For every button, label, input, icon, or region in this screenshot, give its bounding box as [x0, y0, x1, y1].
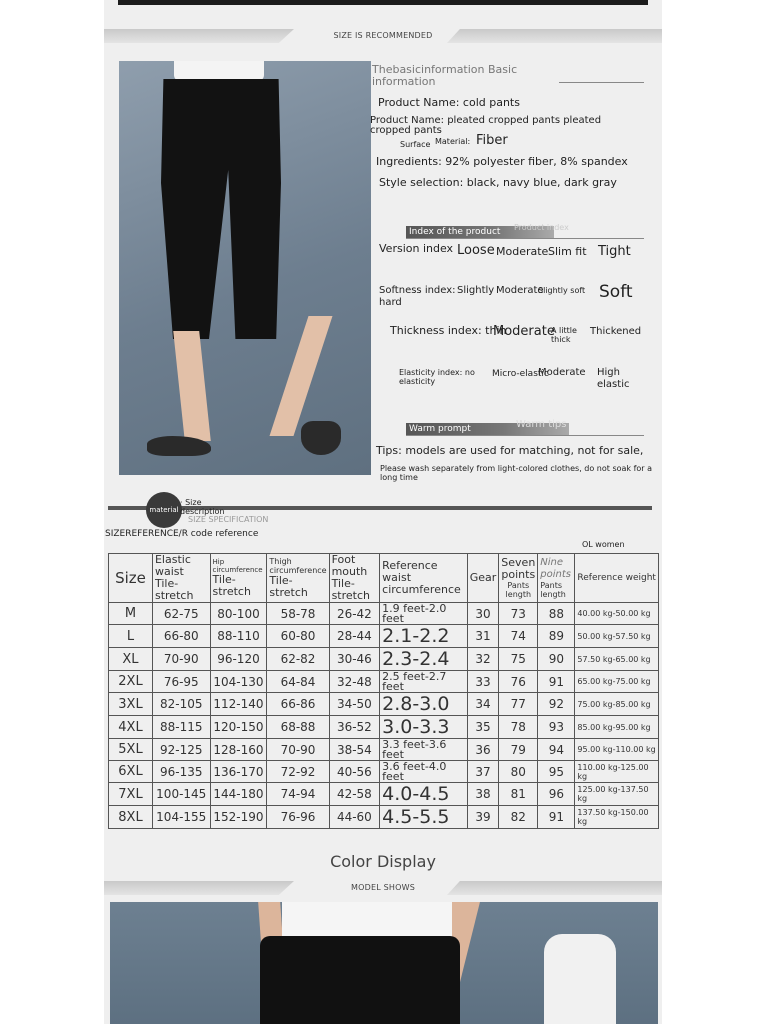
cell-gear: 34: [467, 693, 499, 716]
cell-hip: 112-140: [210, 693, 267, 716]
cell-foot: 42-58: [329, 783, 380, 806]
style-selection: Style selection: black, navy blue, dark gray: [379, 176, 617, 189]
cell-hip: 136-170: [210, 761, 267, 783]
softness-opt-hard: Slightly hard: [379, 285, 495, 308]
header-foot: Foot mouth Tile-stretch: [329, 554, 380, 603]
index-title: Index of the product: [406, 226, 554, 238]
cell-size: 5XL: [109, 739, 153, 761]
material-value: Fiber: [476, 133, 508, 148]
cell-foot: 32-48: [329, 671, 380, 693]
header-thigh-b: Tile-stretch: [269, 574, 308, 599]
cell-weight: 40.00 kg-50.00 kg: [575, 603, 659, 625]
thickness-opt-moderate: Moderate: [493, 324, 555, 339]
cell-ref: 2.8-3.0: [380, 693, 468, 716]
cell-foot: 38-54: [329, 739, 380, 761]
cell-gear: 31: [467, 625, 499, 648]
cell-thigh: 76-96: [267, 806, 329, 829]
surface-label: Surface: [400, 140, 431, 149]
banner-text: MODEL SHOWS: [351, 883, 415, 892]
model-shows-banner: [104, 881, 662, 895]
ol-women: OL women: [582, 540, 625, 549]
softness-opt-soft: Soft: [599, 282, 633, 302]
cell-foot: 26-42: [329, 603, 380, 625]
cell-thigh: 66-86: [267, 693, 329, 716]
cell-thigh: 68-88: [267, 716, 329, 739]
elasticity-opt-moderate: Moderate: [538, 367, 586, 378]
tip-wash: Please wash separately from light-colored clothes, do not soak for a long time: [380, 464, 653, 482]
header-hip-b: Tile-stretch: [212, 573, 251, 598]
model-photo: [119, 61, 371, 475]
cell-size: 6XL: [109, 761, 153, 783]
table-row: [109, 761, 659, 783]
size-recommended-banner: [104, 29, 662, 43]
cell-thigh: 62-82: [267, 648, 329, 671]
model-photo-2: [110, 902, 658, 1024]
table-row: [109, 806, 659, 829]
cell-nine: 90: [538, 648, 575, 671]
cell-gear: 38: [467, 783, 499, 806]
elasticity-opt-micro: Micro-elastic: [492, 369, 549, 379]
cell-gear: 36: [467, 739, 499, 761]
cell-size: 2XL: [109, 671, 153, 693]
cell-waist: 70-90: [152, 648, 210, 671]
cell-weight: 50.00 kg-57.50 kg: [575, 625, 659, 648]
cell-gear: 33: [467, 671, 499, 693]
version-index-label: Version index: [379, 242, 454, 255]
cell-size: L: [109, 625, 153, 648]
cell-thigh: 64-84: [267, 671, 329, 693]
cell-hip: 120-150: [210, 716, 267, 739]
header-hip-a: Hip circumference: [212, 558, 263, 574]
cell-thigh: 74-94: [267, 783, 329, 806]
cell-ref: 3.3 feet-3.6 feet: [380, 739, 468, 761]
cell-weight: 65.00 kg-75.00 kg: [575, 671, 659, 693]
cell-waist: 104-155: [152, 806, 210, 829]
header-seven-a: Seven points: [501, 556, 536, 581]
cell-nine: 91: [538, 671, 575, 693]
cell-weight: 110.00 kg-125.00 kg: [575, 761, 659, 783]
cell-foot: 40-56: [329, 761, 380, 783]
color-display-title: Color Display: [330, 852, 436, 871]
cell-seven: 77: [499, 693, 538, 716]
cell-thigh: 70-90: [267, 739, 329, 761]
cell-nine: 91: [538, 806, 575, 829]
cell-nine: 94: [538, 739, 575, 761]
tip-models: Tips: models are used for matching, not for sale,: [376, 444, 644, 457]
header-seven-b: Pants length: [505, 581, 532, 599]
cell-ref: 1.9 feet-2.0 feet: [380, 603, 468, 625]
top-divider: [118, 0, 648, 5]
cell-waist: 92-125: [152, 739, 210, 761]
cell-weight: 137.50 kg-150.00 kg: [575, 806, 659, 829]
ingredients: Ingredients: 92% polyester fiber, 8% spandex: [376, 155, 628, 168]
thickness-index-label: Thickness index: thin: [390, 324, 507, 337]
cell-hip: 80-100: [210, 603, 267, 625]
cell-hip: 96-120: [210, 648, 267, 671]
cell-nine: 92: [538, 693, 575, 716]
cell-nine: 89: [538, 625, 575, 648]
cell-seven: 76: [499, 671, 538, 693]
cell-hip: 104-130: [210, 671, 267, 693]
header-size: Size: [109, 554, 153, 603]
version-opt-moderate: Moderate: [496, 245, 549, 258]
softness-opt-moderate: Moderate: [496, 285, 544, 296]
warm-prompt-title: Warm prompt: [406, 423, 569, 435]
material-circle: material: [146, 492, 182, 528]
cell-foot: 34-50: [329, 693, 380, 716]
cell-waist: 66-80: [152, 625, 210, 648]
cell-hip: 144-180: [210, 783, 267, 806]
cell-seven: 79: [499, 739, 538, 761]
elasticity-index-label: Elasticity index: no elasticity: [399, 368, 475, 386]
size-spec-ghost: SIZE SPECIFICATION: [188, 515, 269, 524]
material-label: Material:: [435, 137, 471, 146]
table-row: [109, 625, 659, 648]
cell-foot: 36-52: [329, 716, 380, 739]
cell-seven: 82: [499, 806, 538, 829]
product-name-1: Product Name: cold pants: [378, 96, 520, 109]
cell-weight: 85.00 kg-95.00 kg: [575, 716, 659, 739]
cell-ref: 3.0-3.3: [380, 716, 468, 739]
header-weight: Reference weight: [575, 554, 659, 603]
size-reference-label: SIZEREFERENCE/R code reference: [105, 529, 259, 539]
softness-index-label: Softness index:: [379, 285, 456, 296]
cell-seven: 80: [499, 761, 538, 783]
size-description: · Size description: [180, 498, 225, 516]
table-row: [109, 603, 659, 625]
softness-opt-slightly-soft: Slightly soft: [538, 286, 586, 295]
cell-seven: 78: [499, 716, 538, 739]
cell-hip: 152-190: [210, 806, 267, 829]
table-row: [109, 783, 659, 806]
banner-text: SIZE IS RECOMMENDED: [333, 31, 433, 40]
cell-weight: 95.00 kg-110.00 kg: [575, 739, 659, 761]
header-nine-a: Nine points: [540, 557, 572, 580]
cell-gear: 30: [467, 603, 499, 625]
cell-hip: 128-160: [210, 739, 267, 761]
thickness-opt-thickened: Thickened: [590, 326, 642, 337]
cell-seven: 73: [499, 603, 538, 625]
version-opt-slim: Slim fit: [548, 245, 587, 258]
table-row: [109, 671, 659, 693]
thickness-opt-little-thick: A little thick: [551, 326, 577, 344]
cell-foot: 30-46: [329, 648, 380, 671]
cell-gear: 35: [467, 716, 499, 739]
cell-ref: 4.5-5.5: [380, 806, 468, 829]
table-row: [109, 648, 659, 671]
cell-hip: 88-110: [210, 625, 267, 648]
cell-weight: 75.00 kg-85.00 kg: [575, 693, 659, 716]
cell-waist: 82-105: [152, 693, 210, 716]
cell-weight: 57.50 kg-65.00 kg: [575, 648, 659, 671]
cell-seven: 75: [499, 648, 538, 671]
cell-nine: 93: [538, 716, 575, 739]
cell-thigh: 60-80: [267, 625, 329, 648]
cell-gear: 39: [467, 806, 499, 829]
elasticity-opt-high: High elastic: [597, 367, 630, 390]
cell-waist: 96-135: [152, 761, 210, 783]
cell-ref: 2.1-2.2: [380, 625, 468, 648]
cell-nine: 96: [538, 783, 575, 806]
cell-seven: 81: [499, 783, 538, 806]
cell-size: 8XL: [109, 806, 153, 829]
warm-ghost: Warm tips: [516, 419, 567, 430]
cell-nine: 95: [538, 761, 575, 783]
cell-size: M: [109, 603, 153, 625]
cell-size: 7XL: [109, 783, 153, 806]
cell-foot: 28-44: [329, 625, 380, 648]
cell-foot: 44-60: [329, 806, 380, 829]
header-thigh-a: Thigh circumference: [269, 557, 327, 575]
cell-gear: 37: [467, 761, 499, 783]
cell-gear: 32: [467, 648, 499, 671]
cell-ref: 2.5 feet-2.7 feet: [380, 671, 468, 693]
cell-size: XL: [109, 648, 153, 671]
version-opt-loose: Loose: [457, 243, 495, 258]
product-name-2: Product Name: pleated cropped pants pleated cropped pants: [370, 115, 602, 136]
cell-weight: 125.00 kg-137.50 kg: [575, 783, 659, 806]
cell-waist: 100-145: [152, 783, 210, 806]
index-ghost: Product index: [514, 223, 569, 232]
cell-nine: 88: [538, 603, 575, 625]
table-row: [109, 716, 659, 739]
cell-thigh: 72-92: [267, 761, 329, 783]
size-table: [108, 553, 659, 829]
table-header-row: [109, 554, 659, 603]
header-refwaist: Reference waist circumference: [380, 554, 468, 603]
header-nine-b: Pants length: [540, 581, 566, 599]
table-row: [109, 739, 659, 761]
cell-thigh: 58-78: [267, 603, 329, 625]
header-waist: Elastic waist Tile-stretch: [152, 554, 210, 603]
header-gear: Gear: [467, 554, 499, 603]
cell-waist: 76-95: [152, 671, 210, 693]
version-opt-tight: Tight: [598, 244, 631, 259]
basic-info-heading: Thebasicinformation Basic information: [372, 63, 518, 88]
cell-size: 4XL: [109, 716, 153, 739]
cell-ref: 4.0-4.5: [380, 783, 468, 806]
cell-waist: 62-75: [152, 603, 210, 625]
cell-ref: 3.6 feet-4.0 feet: [380, 761, 468, 783]
cell-waist: 88-115: [152, 716, 210, 739]
table-row: [109, 693, 659, 716]
product-detail-page: [104, 0, 662, 1024]
cell-seven: 74: [499, 625, 538, 648]
cell-ref: 2.3-2.4: [380, 648, 468, 671]
cell-size: 3XL: [109, 693, 153, 716]
